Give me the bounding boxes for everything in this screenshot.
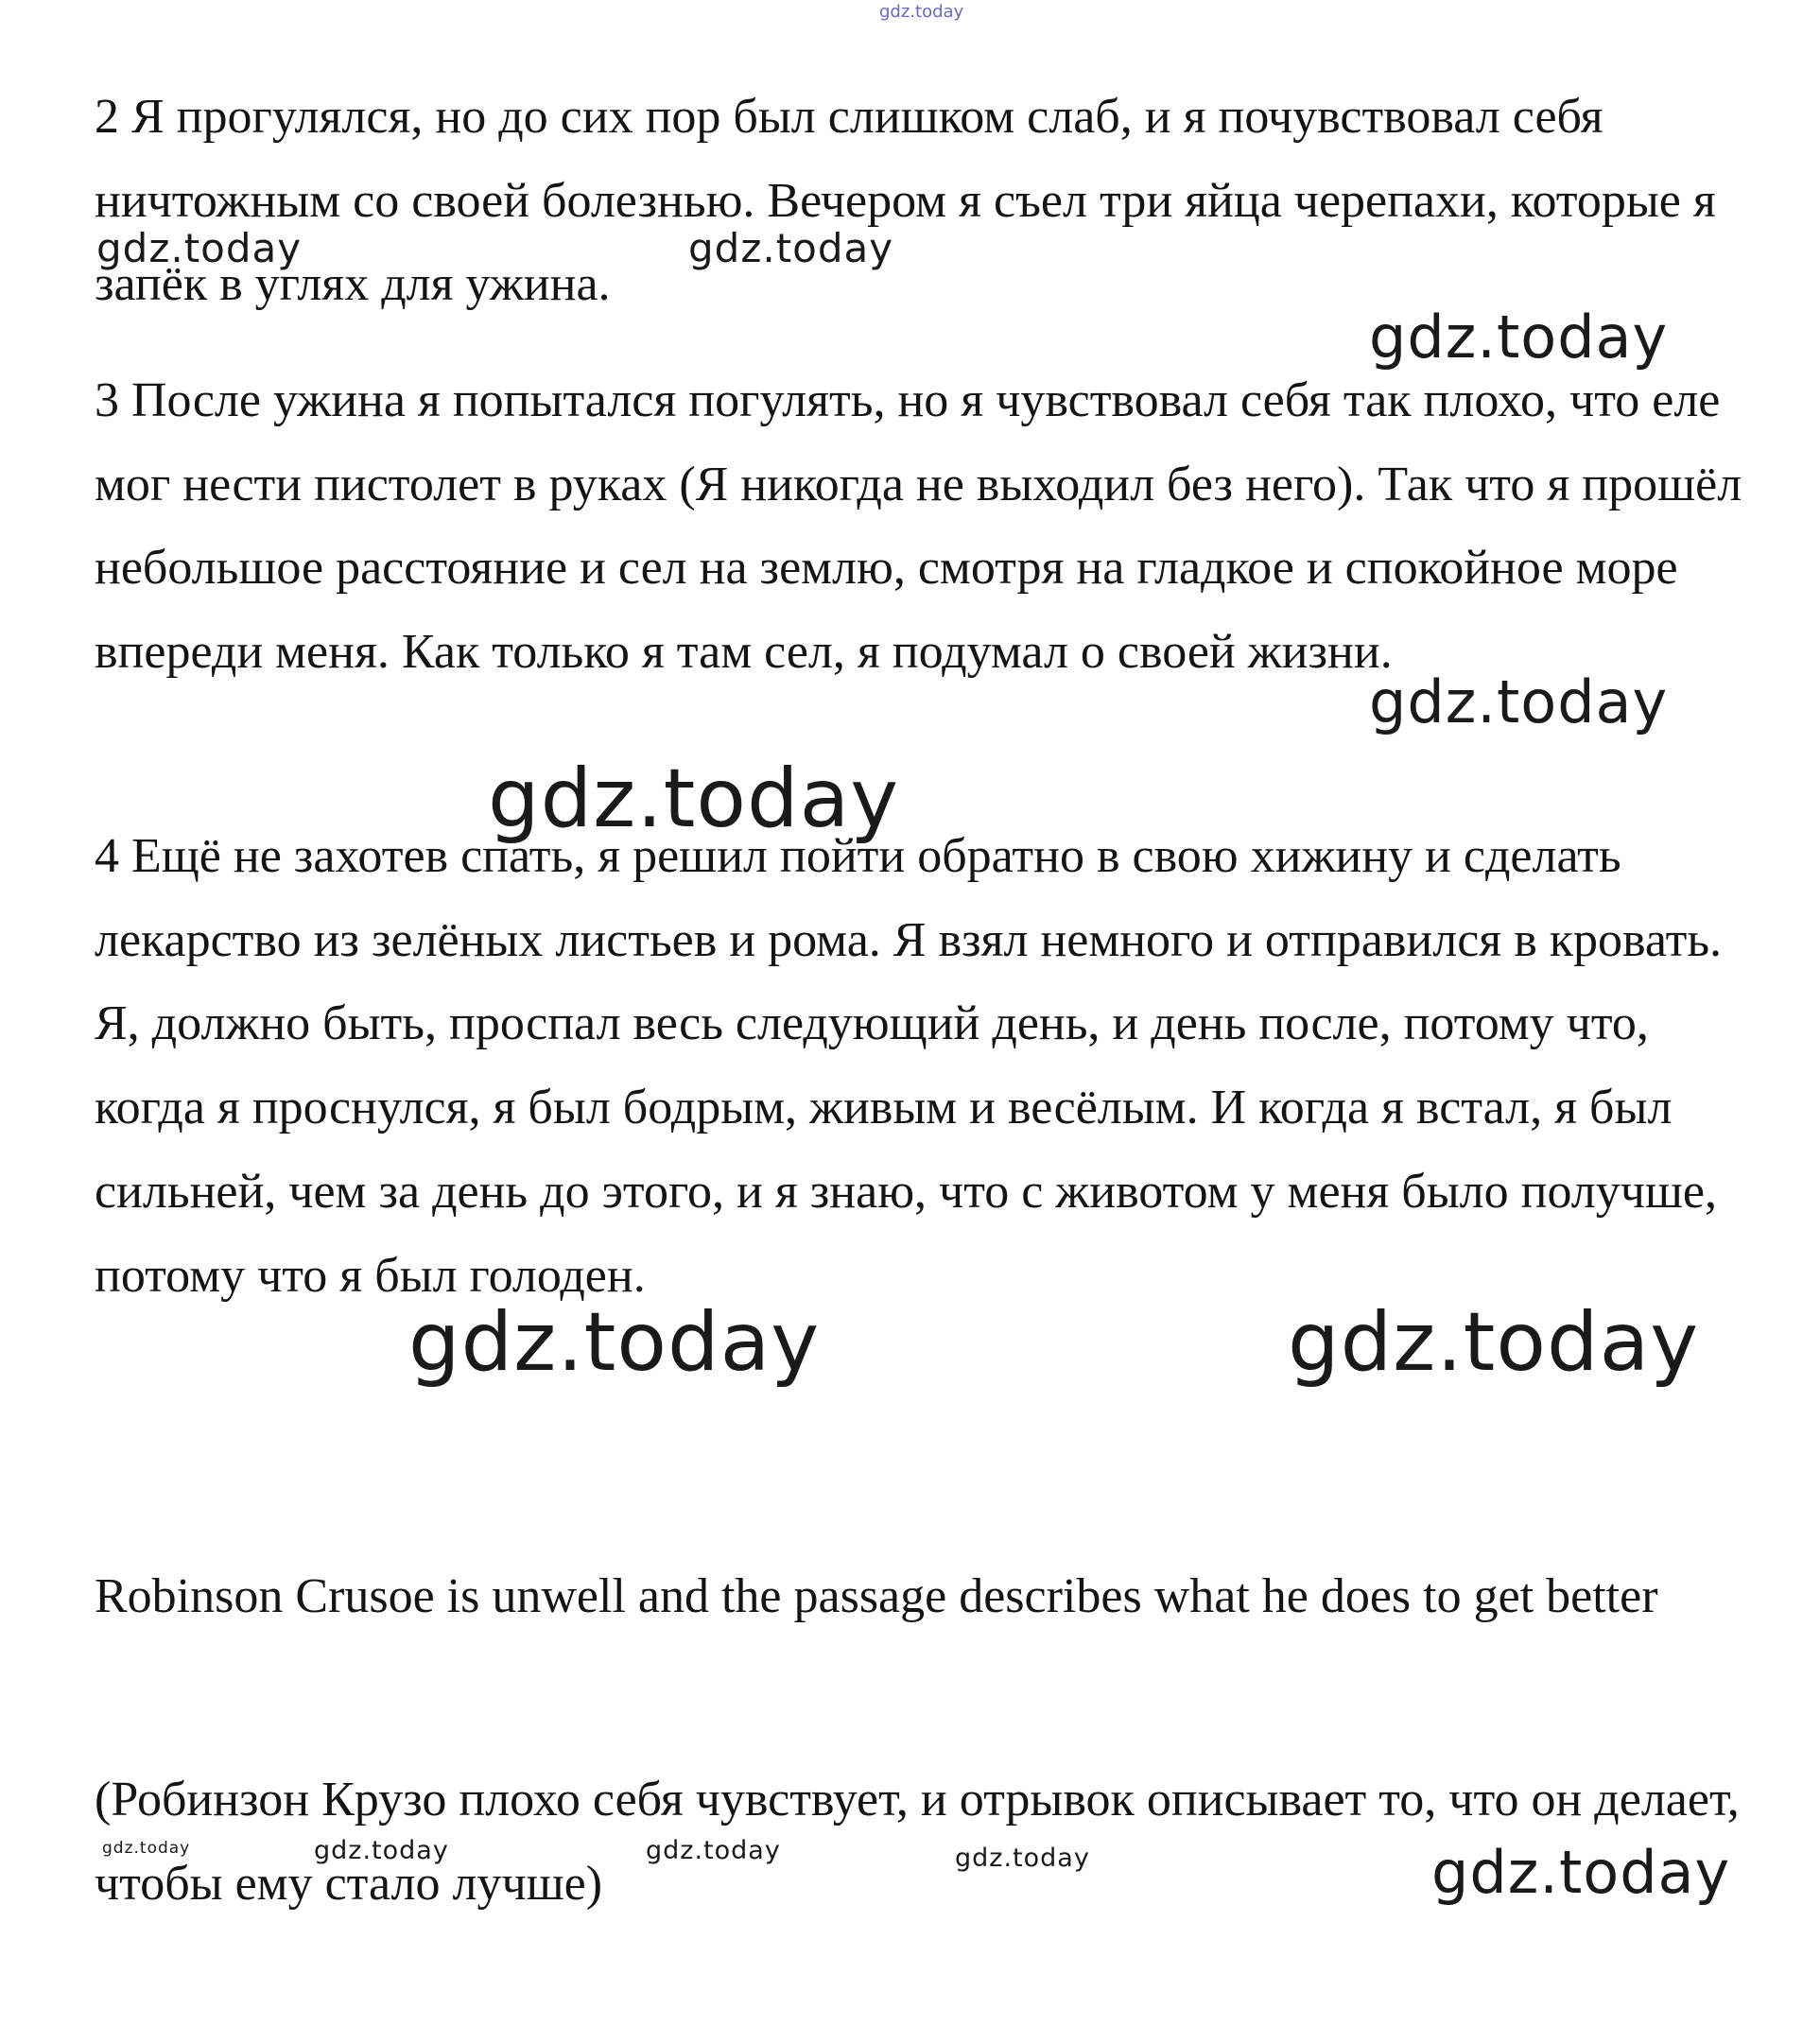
watermark: gdz.today: [688, 225, 894, 271]
paragraph-4: 4 Ещё не захотев спать, я решил пойти обратно в свою хижину и сделать лекарство из зелёных листьев и рома. Я взял немного и отправился в кровать. Я, должно быть, проспал весь следующий день, и день после, потому что, когда я проснулся, я был бодрым, живым и весёлым. И когда я встал, я был сильней, чем за день до этого, и я знаю, что с животом у меня было получше, потому что я был голоден.: [95, 829, 1723, 1303]
watermark: gdz.today: [1288, 1295, 1700, 1390]
paragraph-3: 3 После ужина я попытался погулять, но я чувствовал себя так плохо, что еле мог нести пистолет в руках (Я никогда не выходил без него). Так что я прошёл небольшое расстояние и сел на землю, смотря на гладкое и спокойное море впереди меня. Как только я там сел, я подумал о своей жизни.: [95, 373, 1742, 680]
watermark: gdz.today: [102, 1839, 191, 1858]
watermark: gdz.today: [1431, 1838, 1731, 1907]
watermark-top: gdz.today: [879, 2, 964, 22]
watermark: gdz.today: [488, 752, 900, 846]
watermark: gdz.today: [408, 1295, 821, 1390]
watermark: gdz.today: [314, 1836, 449, 1865]
summary-russian: (Робинзон Крузо плохо себя чувствует, и отрывок описывает то, что он делает, чтобы ему стало лучше): [95, 1773, 1740, 1911]
summary-english: Robinson Crusoe is unwell and the passage describes what he does to get better: [95, 1569, 1658, 1623]
watermark: gdz.today: [1369, 303, 1669, 372]
watermark: gdz.today: [646, 1836, 781, 1865]
paragraph-2: 2 Я прогулялся, но до сих пор был слишком слаб, и я почувствовал себя ничтожным со своей болезнью. Вечером я съел три яйца черепахи, которые я запёк в углях для ужина.: [95, 90, 1716, 312]
watermark: gdz.today: [955, 1844, 1090, 1873]
watermark: gdz.today: [1369, 667, 1669, 736]
watermark: gdz.today: [96, 225, 303, 271]
